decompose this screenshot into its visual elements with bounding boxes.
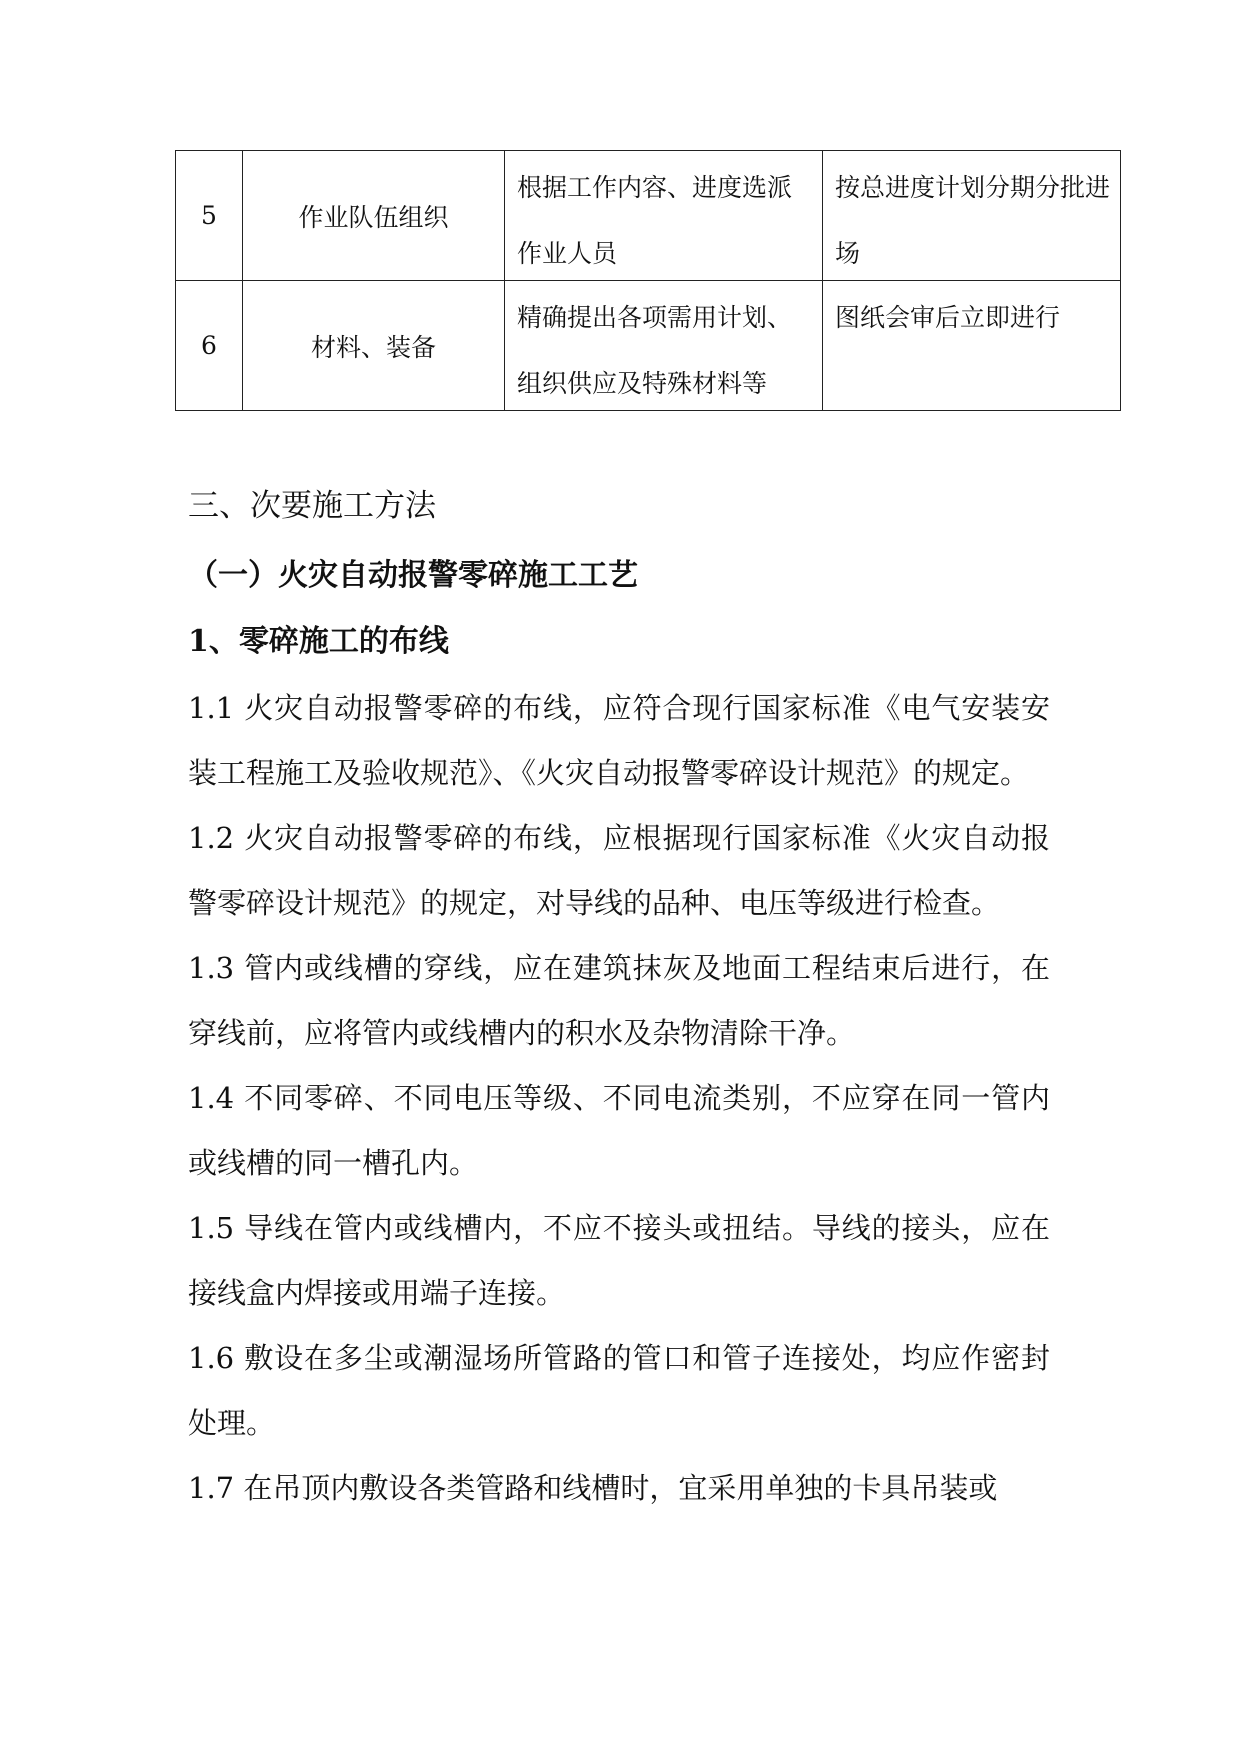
row-number-cell: 6 [176,281,243,411]
paragraph: 1.2 火灾自动报警零碎的布线，应根据现行国家标准《火灾自动报警零碎设计规范》的规定，对导线的品种、电压等级进行检查。 [188,821,1050,920]
row-number-cell: 5 [176,151,243,281]
row-item-cell: 材料、装备 [243,281,505,411]
row-content-text: 精确提出各项需用计划、组织供应及特殊材料等 [517,303,793,398]
row-content-text: 根据工作内容、进度选派作业人员 [517,173,793,268]
paragraph: 1.3 管内或线槽的穿线，应在建筑抹灰及地面工程结束后进行，在穿线前，应将管内或线槽内的积水及杂物清除干净。 [188,951,1050,1050]
paragraph: 1.1 火灾自动报警零碎的布线，应符合现行国家标准《电气安装安装工程施工及验收规范》、《火灾自动报警零碎设计规范》的规定。 [188,691,1050,790]
table-row [176,151,1121,281]
paragraph: 1.5 导线在管内或线槽内，不应不接头或扭结。导线的接头，应在接线盒内焊接或用端子连接。 [188,1211,1050,1310]
row-item-cell: 作业队伍组织 [243,151,505,281]
row-timing-text: 按总进度计划分期分批进场 [835,173,1111,268]
sub-heading: （一）火灾自动报警零碎施工工艺 [188,558,638,593]
paragraph: 1.4 不同零碎、不同电压等级、不同电流类别，不应穿在同一管内或线槽的同一槽孔内。 [188,1081,1050,1180]
section-heading: 三、次要施工方法 [188,488,436,524]
body-text [188,676,1050,1521]
row-content-cell [505,281,823,411]
row-timing-cell [823,151,1121,281]
row-timing-text: 图纸会审后立即进行 [835,303,1061,332]
paragraph: 1.7 在吊顶内敷设各类管路和线槽时，宜采用单独的卡具吊装或 [188,1471,998,1505]
item-heading: 1、零碎施工的布线 [188,624,449,659]
paragraph: 1.6 敷设在多尘或潮湿场所管路的管口和管子连接处，均应作密封处理。 [188,1341,1050,1440]
row-timing-cell [823,281,1121,411]
table-row [176,281,1121,411]
row-content-cell [505,151,823,281]
schedule-table [175,150,1121,411]
